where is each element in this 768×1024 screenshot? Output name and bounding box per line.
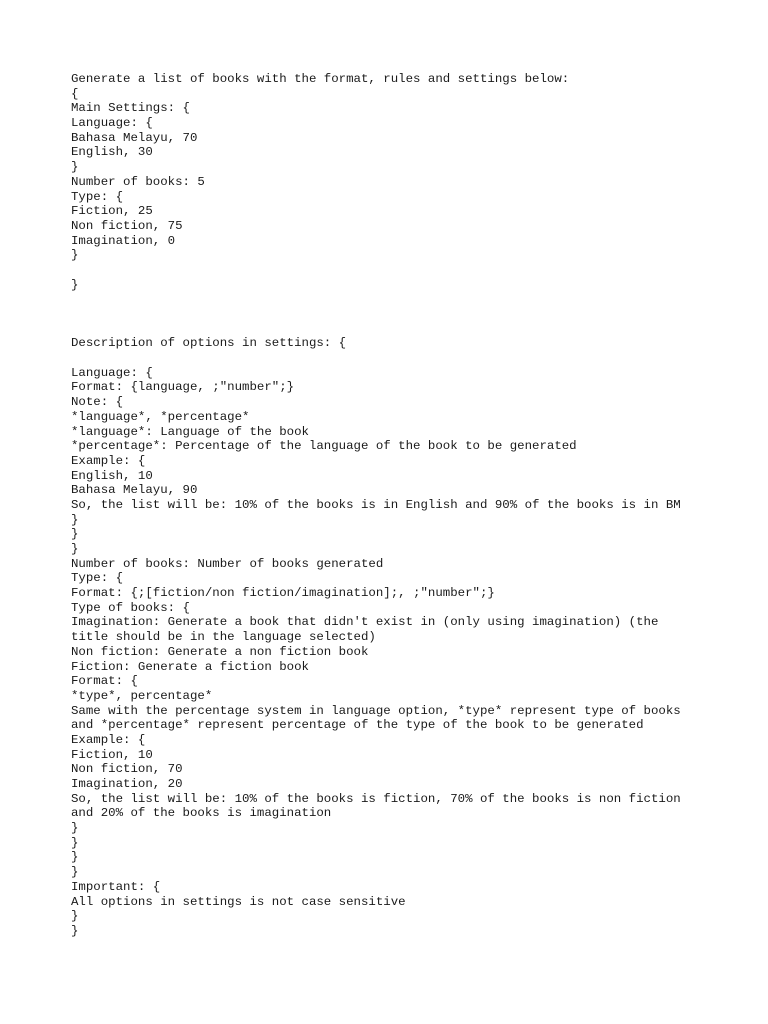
- text-line: Fiction: Generate a fiction book: [71, 659, 309, 674]
- blank-line: [71, 292, 751, 307]
- text-line: Number of books: Number of books generated: [71, 556, 384, 571]
- text-line: Format: {language, ;"number";}: [71, 380, 295, 395]
- text-line: Language: {: [71, 365, 153, 380]
- document-body: [71, 72, 751, 939]
- text-line: }: [71, 865, 79, 880]
- text-line: Same with the percentage system in language option, *type* represent type of books: [71, 703, 681, 718]
- text-line: Example: {: [71, 453, 146, 468]
- blank-line: [71, 322, 751, 337]
- text-line: English, 10: [71, 468, 153, 483]
- text-line: title should be in the language selected): [71, 630, 376, 645]
- text-line: English, 30: [71, 145, 153, 160]
- text-line: }: [71, 909, 79, 924]
- text-line: So, the list will be: 10% of the books is fiction, 70% of the books is non fiction: [71, 791, 681, 806]
- text-line: }: [71, 850, 79, 865]
- text-line: and *percentage* represent percentage of the type of the book to be generated: [71, 718, 644, 733]
- text-line: *language*, *percentage*: [71, 409, 250, 424]
- text-line: and 20% of the books is imagination: [71, 806, 332, 821]
- text-line: }: [71, 835, 79, 850]
- text-line: }: [71, 512, 79, 527]
- text-line: Format: {: [71, 674, 138, 689]
- blank-line: [71, 307, 751, 322]
- text-line: Generate a list of books with the format, rules and settings below:: [71, 72, 570, 86]
- text-line: *percentage*: Percentage of the language of the book to be generated: [71, 439, 577, 454]
- text-line: Bahasa Melayu, 90: [71, 483, 198, 498]
- text-line: *type*, percentage*: [71, 688, 213, 703]
- blank-line: [71, 351, 751, 366]
- text-line: Type of books: {: [71, 600, 190, 615]
- text-line: Example: {: [71, 732, 146, 747]
- blank-line: [71, 263, 751, 278]
- text-line: Type: {: [71, 189, 124, 204]
- text-line: *language*: Language of the book: [71, 424, 309, 439]
- text-line: {: [71, 86, 79, 101]
- text-line: }: [71, 248, 79, 263]
- text-line: }: [71, 923, 79, 938]
- text-line: Non fiction, 70: [71, 762, 183, 777]
- text-line: Format: {;[fiction/non fiction/imagination];, ;"number";}: [71, 586, 495, 601]
- text-line: Imagination, 0: [71, 233, 176, 248]
- text-line: }: [71, 542, 79, 556]
- text-line: Type: {: [71, 571, 124, 586]
- text-line: Imagination, 20: [71, 777, 183, 791]
- text-line: Imagination: Generate a book that didn't exist in (only using imagination) (the: [71, 615, 659, 630]
- text-line: Number of books: 5: [71, 174, 205, 189]
- text-line: Non fiction, 75: [71, 218, 183, 233]
- text-line: Fiction, 25: [71, 204, 153, 219]
- text-line: }: [71, 821, 79, 836]
- text-line: Description of options in settings: {: [71, 336, 347, 351]
- text-line: Important: {: [71, 879, 161, 894]
- text-line: All options in settings is not case sensitive: [71, 894, 406, 909]
- text-line: }: [71, 527, 79, 542]
- text-line: So, the list will be: 10% of the books is in English and 90% of the books is in BM: [71, 497, 681, 512]
- text-line: Non fiction: Generate a non fiction book: [71, 644, 369, 659]
- text-line: Fiction, 10: [71, 747, 153, 762]
- text-line: }: [71, 277, 79, 292]
- text-line: Main Settings: {: [71, 101, 190, 116]
- text-line: Bahasa Melayu, 70: [71, 130, 198, 145]
- text-line: Note: {: [71, 395, 124, 410]
- text-line: Language: {: [71, 116, 153, 131]
- text-line: }: [71, 160, 79, 175]
